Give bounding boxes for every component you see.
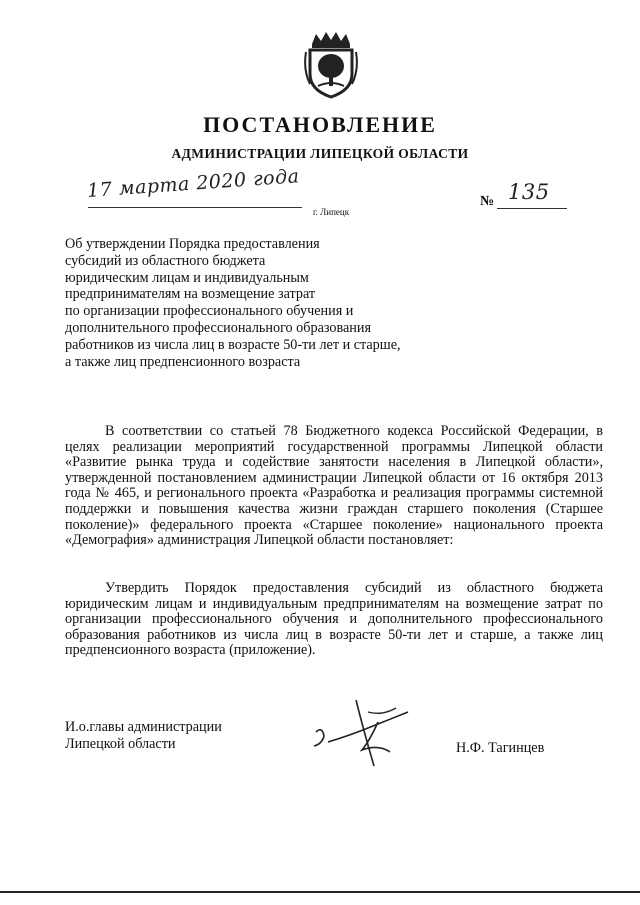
signer-role-line: Липецкой области bbox=[65, 736, 176, 752]
subject-line: предпринимателям на возмещение затрат bbox=[65, 286, 316, 303]
coat-of-arms-icon bbox=[302, 30, 360, 100]
handwritten-date: 17 марта 2020 года bbox=[86, 165, 301, 202]
body-paragraph-preamble: В соответствии со статьей 78 Бюджетного кодекса Российской Федерации, в целях реализации мероприятий государственной программы Липецкой области «Развитие рынка труда и содействие занятости населения в Липецкой области», утвержденной постановлением администрации Липецкой области от 16 октября 2013 года № 465, и регионального проекта «Разработка и реализация программы системной поддержки и повышения качества жизни граждан старшего поколения (Старшее поколение)» федерального проекта «Старшее поколение» национального проекта «Демография» администрация Липецкой области постановляет: bbox=[65, 423, 603, 549]
signer-position bbox=[65, 719, 222, 753]
handwritten-number: 135 bbox=[508, 180, 550, 204]
signer-role-line: И.о.главы администрации bbox=[65, 719, 222, 735]
subject-line: юридическим лицам и индивидуальным bbox=[65, 269, 309, 286]
document-subtitle: АДМИНИСТРАЦИИ ЛИПЕЦКОЙ ОБЛАСТИ bbox=[171, 146, 469, 161]
subject-line: Об утверждении Порядка предоставления bbox=[65, 236, 320, 252]
signer-name: Н.Ф. Тагинцев bbox=[456, 740, 545, 756]
subject-line: субсидий из областного бюджета bbox=[65, 252, 266, 269]
resolution-subject bbox=[65, 236, 485, 370]
date-underline bbox=[88, 207, 302, 208]
subject-line: по организации профессионального обучения и bbox=[65, 303, 354, 320]
city-label: г. Липецк bbox=[313, 207, 350, 217]
subject-line: дополнительного профессионального образования bbox=[65, 319, 372, 336]
footer-rule bbox=[0, 891, 640, 893]
number-label: № bbox=[480, 194, 495, 209]
subject-line: работников из числа лиц в возрасте 50-ти лет и старше, bbox=[65, 336, 401, 353]
subject-line: а также лиц предпенсионного возраста bbox=[65, 353, 301, 370]
document-title: ПОСТАНОВЛЕНИЕ bbox=[203, 112, 437, 137]
handwritten-signature bbox=[308, 692, 418, 770]
body-paragraph-decision: Утвердить Порядок предоставления субсидий из областного бюджета юридическим лицам и индивидуальным предпринимателям на возмещение затрат по организации профессионального обучения и дополнительного профессионального образования работников из числа лиц в возрасте 50-ти лет и старше, а также лиц предпенсионного возраста (приложение). bbox=[65, 580, 603, 659]
number-underline bbox=[497, 208, 567, 209]
